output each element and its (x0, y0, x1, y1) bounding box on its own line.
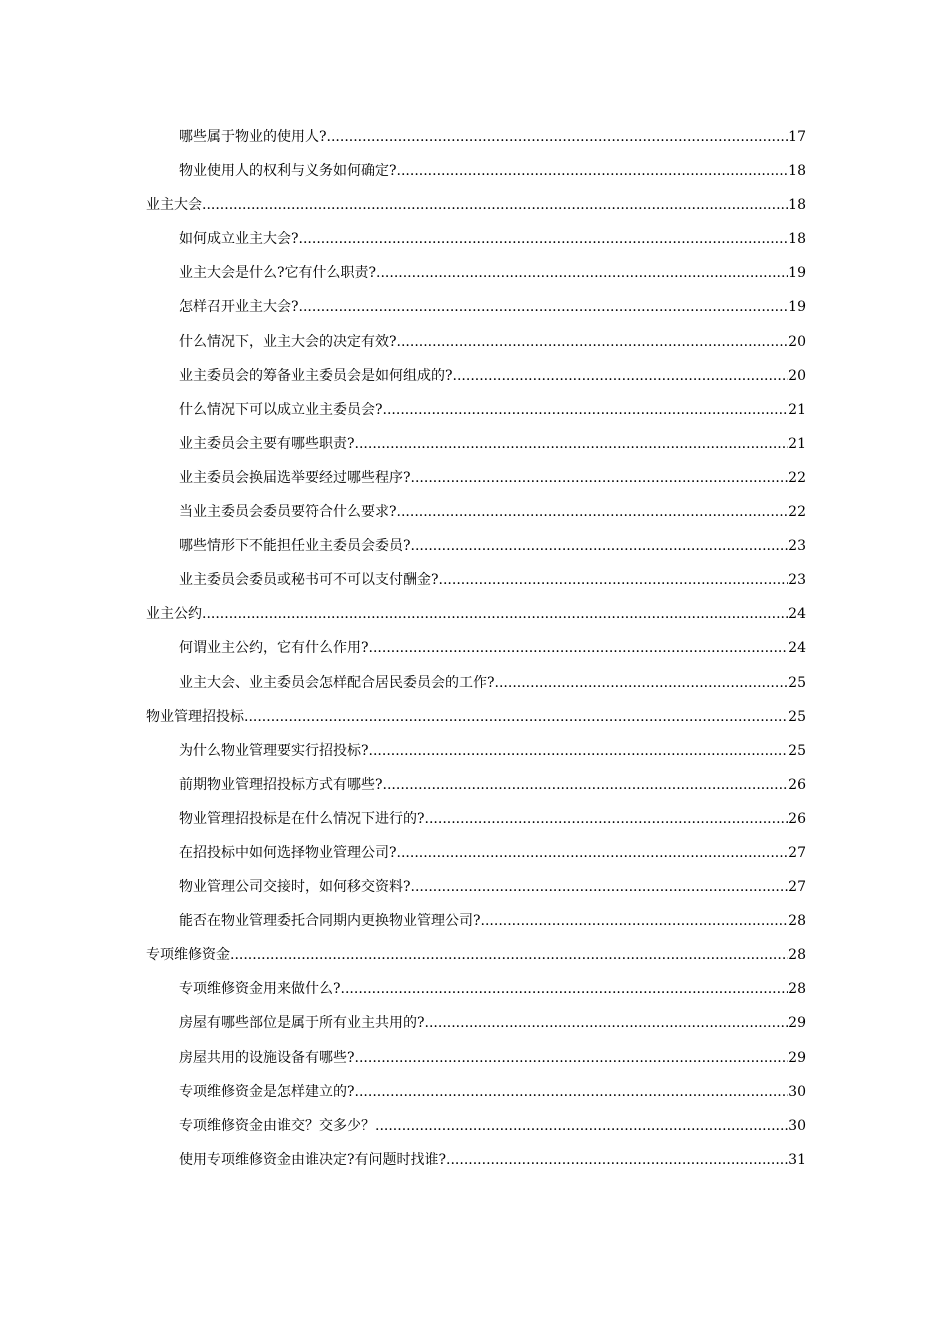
toc-subsection-entry[interactable] (146, 773, 806, 807)
toc-page-number: 31 (788, 1151, 806, 1168)
toc-section-entry[interactable] (146, 602, 806, 636)
toc-entry-title: 什么情况下可以成立业主委员会? (179, 401, 383, 418)
toc-entry-title: 专项维修资金由谁交？交多少？ (179, 1117, 375, 1134)
toc-dot-leader (299, 295, 788, 319)
toc-page-number: 18 (788, 197, 806, 214)
table-of-contents (146, 125, 806, 1182)
toc-entry-title: 业主大会是什么?它有什么职责? (179, 265, 377, 282)
toc-page-number: 30 (788, 1117, 806, 1134)
toc-dot-leader (481, 909, 788, 933)
toc-dot-leader (411, 466, 788, 490)
toc-entry-title: 什么情况下，业主大会的决定有效? (179, 333, 397, 350)
toc-dot-leader (411, 875, 788, 899)
toc-page-number: 21 (788, 401, 806, 418)
toc-subsection-entry[interactable] (146, 1114, 806, 1148)
toc-page-number: 23 (788, 538, 806, 555)
toc-subsection-entry[interactable] (146, 1080, 806, 1114)
toc-page-number: 22 (788, 469, 806, 486)
toc-subsection-entry[interactable] (146, 398, 806, 432)
toc-dot-leader (383, 398, 788, 422)
toc-subsection-entry[interactable] (146, 159, 806, 193)
toc-dot-leader (202, 602, 788, 626)
toc-page-number: 19 (788, 299, 806, 316)
toc-dot-leader (327, 125, 788, 149)
toc-entry-title: 专项维修资金用来做什么? (179, 981, 341, 998)
toc-page-number: 18 (788, 231, 806, 248)
toc-entry-title: 当业主委员会委员要符合什么要求? (179, 504, 397, 521)
toc-page-number: 26 (788, 776, 806, 793)
toc-page-number: 26 (788, 810, 806, 827)
toc-entry-title: 房屋共用的设施设备有哪些? (179, 1049, 355, 1066)
toc-page-number: 20 (788, 367, 806, 384)
toc-entry-title: 物业使用人的权利与义务如何确定? (179, 163, 397, 180)
toc-section-entry[interactable] (146, 193, 806, 227)
toc-dot-leader (397, 159, 788, 183)
toc-page-number: 17 (788, 129, 806, 145)
toc-subsection-entry[interactable] (146, 875, 806, 909)
toc-page-number: 27 (788, 844, 806, 861)
toc-page-number: 28 (788, 981, 806, 998)
toc-page-number: 25 (788, 742, 806, 759)
toc-dot-leader (375, 1114, 788, 1138)
toc-subsection-entry[interactable] (146, 534, 806, 568)
toc-entry-title: 哪些属于物业的使用人? (179, 129, 327, 145)
toc-dot-leader (425, 1011, 788, 1035)
toc-page-number: 28 (788, 913, 806, 930)
toc-dot-leader (369, 739, 788, 763)
toc-subsection-entry[interactable] (146, 466, 806, 500)
toc-dot-leader (376, 261, 788, 285)
toc-entry-title: 物业管理招投标 (146, 708, 244, 725)
toc-entry-title: 前期物业管理招投标方式有哪些? (179, 776, 383, 793)
toc-subsection-entry[interactable] (146, 261, 806, 295)
toc-dot-leader (411, 534, 788, 558)
toc-page-number: 24 (788, 606, 806, 623)
toc-entry-title: 业主委员会换届选举要经过哪些程序? (179, 469, 411, 486)
toc-dot-leader (383, 773, 788, 797)
toc-entry-title: 业主大会 (146, 197, 202, 214)
toc-entry-title: 在招投标中如何选择物业管理公司? (179, 844, 397, 861)
toc-page-number: 19 (788, 265, 806, 282)
toc-subsection-entry[interactable] (146, 739, 806, 773)
toc-dot-leader (341, 977, 788, 1001)
toc-dot-leader (397, 330, 788, 354)
toc-entry-title: 使用专项维修资金由谁决定?有问题时找谁? (179, 1151, 447, 1168)
toc-page-number: 20 (788, 333, 806, 350)
toc-page-number: 27 (788, 879, 806, 896)
toc-subsection-entry[interactable] (146, 1148, 806, 1182)
toc-entry-title: 何谓业主公约，它有什么作用? (179, 640, 369, 657)
toc-dot-leader (369, 636, 788, 660)
toc-entry-title: 专项维修资金是怎样建立的? (179, 1083, 355, 1100)
toc-entry-title: 怎样召开业主大会? (179, 299, 299, 316)
toc-page-number: 29 (788, 1049, 806, 1066)
toc-entry-title: 为什么物业管理要实行招投标? (179, 742, 369, 759)
toc-dot-leader (397, 500, 788, 524)
toc-entry-title: 能否在物业管理委托合同期内更换物业管理公司? (179, 913, 481, 930)
toc-page-number: 18 (788, 163, 806, 180)
toc-entry-title: 业主委员会委员或秘书可不可以支付酬金? (179, 572, 439, 589)
toc-page-number: 22 (788, 504, 806, 521)
toc-section-entry[interactable] (146, 705, 806, 739)
toc-dot-leader (446, 1148, 788, 1172)
toc-dot-leader (355, 1046, 788, 1070)
toc-page-number: 25 (788, 674, 806, 691)
toc-entry-title: 如何成立业主大会? (179, 231, 299, 248)
toc-entry-title: 哪些情形下不能担任业主委员会委员? (179, 538, 411, 555)
toc-entry-title: 物业管理招投标是在什么情况下进行的? (179, 810, 425, 827)
toc-dot-leader (453, 364, 788, 388)
toc-subsection-entry[interactable] (146, 568, 806, 602)
toc-subsection-entry[interactable] (146, 977, 806, 1011)
toc-dot-leader (439, 568, 788, 592)
toc-subsection-entry[interactable] (146, 636, 806, 670)
toc-subsection-entry[interactable] (146, 671, 806, 705)
toc-entry-title: 业主委员会主要有哪些职责? (179, 435, 355, 452)
toc-page-number: 21 (788, 435, 806, 452)
toc-subsection-entry[interactable] (146, 227, 806, 261)
toc-entry-title: 房屋有哪些部位是属于所有业主共用的? (179, 1015, 425, 1032)
toc-subsection-entry[interactable] (146, 807, 806, 841)
toc-page-number: 24 (788, 640, 806, 657)
toc-dot-leader (244, 705, 788, 729)
toc-section-entry[interactable] (146, 943, 806, 977)
toc-dot-leader (495, 671, 788, 695)
toc-dot-leader (299, 227, 788, 251)
toc-subsection-entry[interactable] (146, 364, 806, 398)
toc-subsection-entry[interactable] (146, 432, 806, 466)
toc-entry-title: 专项维修资金 (146, 947, 230, 964)
toc-subsection-entry[interactable] (146, 1046, 806, 1080)
toc-page-number: 30 (788, 1083, 806, 1100)
toc-subsection-entry[interactable] (146, 125, 806, 159)
toc-dot-leader (230, 943, 788, 967)
toc-subsection-entry[interactable] (146, 500, 806, 534)
toc-subsection-entry[interactable] (146, 909, 806, 943)
toc-subsection-entry[interactable] (146, 330, 806, 364)
toc-entry-title: 业主委员会的筹备业主委员会是如何组成的? (179, 367, 453, 384)
toc-entry-title: 业主公约 (146, 606, 202, 623)
toc-dot-leader (425, 807, 788, 831)
toc-dot-leader (355, 432, 788, 456)
toc-page-number: 23 (788, 572, 806, 589)
toc-entry-title: 物业管理公司交接时，如何移交资料? (179, 879, 411, 896)
toc-page-number: 25 (788, 708, 806, 725)
toc-entry-title: 业主大会、业主委员会怎样配合居民委员会的工作? (179, 674, 495, 691)
toc-subsection-entry[interactable] (146, 1011, 806, 1045)
toc-subsection-entry[interactable] (146, 841, 806, 875)
toc-subsection-entry[interactable] (146, 295, 806, 329)
toc-dot-leader (202, 193, 788, 217)
toc-page-number: 28 (788, 947, 806, 964)
toc-dot-leader (355, 1080, 788, 1104)
toc-dot-leader (397, 841, 788, 865)
toc-page-number: 29 (788, 1015, 806, 1032)
